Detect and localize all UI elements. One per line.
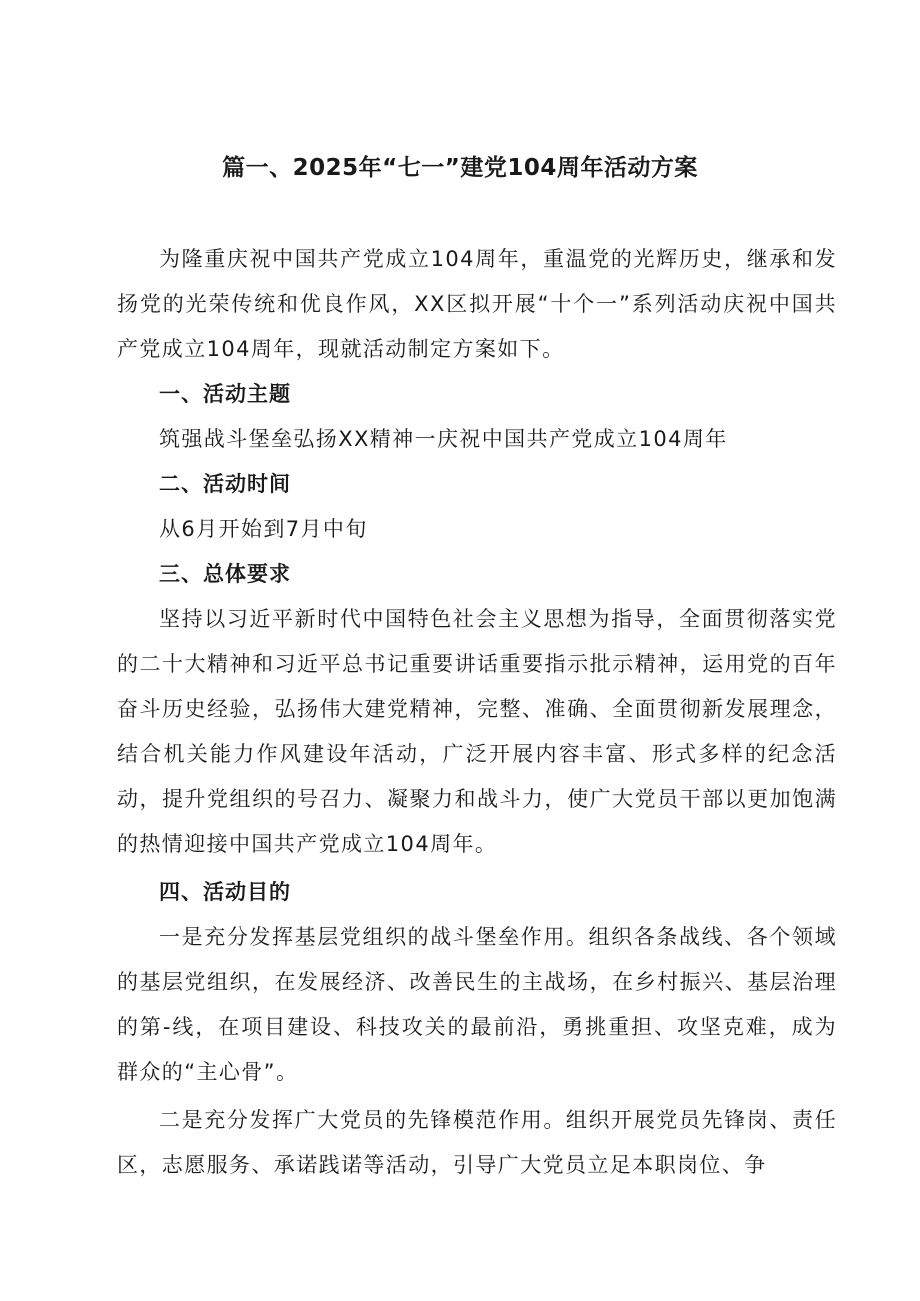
section-text-requirements: 坚持以习近平新时代中国特色社会主义思想为指导，全面贯彻落实党的二十大精神和习近平总书记重要讲话重要指示批示精神，运用党的百年奋斗历史经验，弘扬伟大建党精神，完整、准确、全面贯彻新发展理念，结合机关能力作风建设年活动，广泛开展内容丰富、形式多样的纪念活动，提升党组织的号召力、凝聚力和战斗力，使广大党员干部以更加饱满的热情迎接中国共产党成立104周年。 (117, 607, 837, 856)
section-heading-time: 二、活动时间 (159, 472, 291, 496)
document-body (117, 237, 837, 1188)
document-title: 篇一、2025年“七一”建党104周年活动方案 (222, 155, 698, 181)
section-text-time: 从6月开始到7月中旬 (159, 517, 368, 541)
section-text-theme: 筑强战斗堡垒弘扬XX精神一庆祝中国共产党成立104周年 (159, 427, 728, 451)
paragraph-party-members: 二是充分发挥广大党员的先锋模范作用。组织开展党员先锋岗、责任区，志愿服务、承诺践诺等活动，引导广大党员立足本职岗位、争 (117, 1108, 837, 1177)
intro-paragraph: 为隆重庆祝中国共产党成立104周年，重温党的光辉历史，继承和发扬党的光荣传统和优良作风，XX区拟开展“十个一”系列活动庆祝中国共产党成立104周年，现就活动制定方案如下。 (117, 247, 837, 361)
section-heading-requirements: 三、总体要求 (159, 562, 291, 586)
section-heading-theme: 一、活动主题 (159, 382, 291, 406)
section-heading-purpose: 四、活动目的 (159, 880, 291, 904)
section-text-purpose: 一是充分发挥基层党组织的战斗堡垒作用。组织各条战线、各个领域的基层党组织，在发展经济、改善民生的主战场，在乡村振兴、基层治理的第-线，在项目建设、科技攻关的最前沿，勇挑重担、攻坚克难，成为群众的“主心骨”。 (117, 925, 837, 1084)
